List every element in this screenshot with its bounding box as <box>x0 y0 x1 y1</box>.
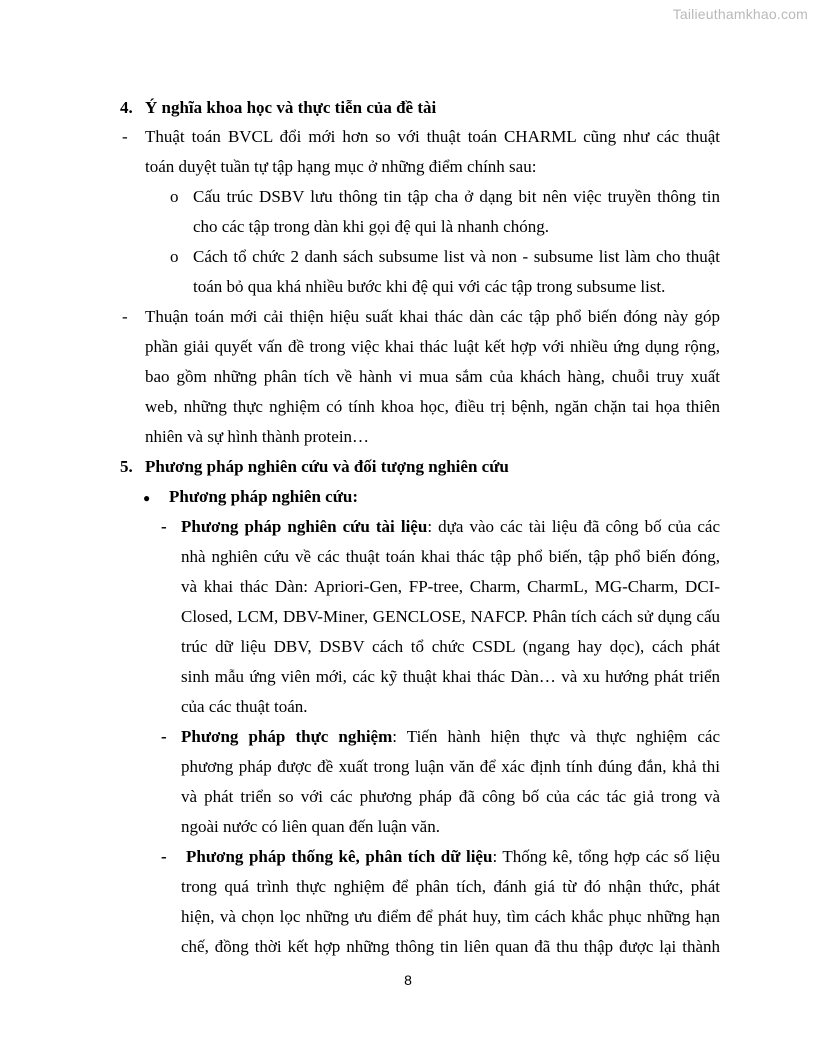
bullet1-line-1: Thuật toán BVCL đổi mới hơn so với thuật toán CHARML cũng như các thuật <box>145 127 720 146</box>
subitem2-line-1: Cách tổ chức 2 danh sách subsume list và non - subsume list làm cho thuật <box>193 247 720 266</box>
watermark-text: Tailieuthamkhao.com <box>672 6 808 22</box>
section4-number: 4. <box>120 98 133 117</box>
method1-title: Phương pháp nghiên cứu tài liệu <box>181 517 428 536</box>
method1-line-7: của các thuật toán. <box>181 697 308 716</box>
method3-line-2: trong quá trình thực nghiệm để phân tích, đánh giá từ đó nhận thức, phát <box>181 877 720 896</box>
bullet1-line-2: toán duyệt tuần tự tập hạng mục ở những điểm chính sau: <box>145 157 537 176</box>
method2-first-line <box>181 727 720 747</box>
bullet2-marker: - <box>122 307 128 326</box>
section5-heading: Phương pháp nghiên cứu và đối tượng nghiên cứu <box>145 457 509 476</box>
section4-heading: Ý nghĩa khoa học và thực tiễn của đề tài <box>145 98 437 117</box>
method2-line-4: ngoài nước có liên quan đến luận văn. <box>181 817 440 836</box>
page-number: 8 <box>404 972 412 988</box>
method2-line-2: phương pháp được đề xuất trong luận văn để xác định tính đúng đắn, khả thi <box>181 757 720 776</box>
subheading-bullet: ● <box>143 491 151 505</box>
method1-line-2: nhà nghiên cứu về các thuật toán khai thác tập phổ biến, tập phổ biến đóng, <box>181 547 720 566</box>
method1-line-5: trúc dữ liệu DBV, DSBV cách tổ chức CSDL (ngang hay dọc), cách phát <box>181 637 720 656</box>
method2-line-3: và phát triển so với các phương pháp đã công bố của các tác giả trong và <box>181 787 720 806</box>
method1-line-3: và khai thác Dàn: Apriori-Gen, FP-tree, Charm, CharmL, MG-Charm, DCI- <box>181 577 720 596</box>
method3-marker: - <box>161 847 167 866</box>
method1-marker: - <box>161 517 167 536</box>
section5-subheading: Phương pháp nghiên cứu: <box>169 487 359 506</box>
subitem2-marker: o <box>170 247 179 266</box>
section5-number: 5. <box>120 457 133 476</box>
subitem1-line-2: cho các tập trong dàn khi gọi đệ qui là nhanh chóng. <box>193 217 549 236</box>
bullet2-line-3: bao gồm những phân tích về hành vi mua sắm của khách hàng, chuỗi truy xuất <box>145 367 720 386</box>
method2-marker: - <box>161 727 167 746</box>
method1-first-rest: : dựa vào các tài liệu đã công bố của các <box>427 517 721 536</box>
method1-first-line <box>181 517 720 537</box>
method3-first-rest: : Thống kê, tổng hợp các số liệu <box>492 847 720 866</box>
method3-line-4: chế, đồng thời kết hợp những thông tin liên quan đã thu thập được lại thành <box>181 937 720 956</box>
method2-title: Phương pháp thực nghiệm <box>181 727 393 746</box>
bullet2-line-4: web, những thực nghiệm có tính khoa học, điều trị bệnh, ngăn chặn tai họa thiên <box>145 397 720 416</box>
bullet2-line-5: nhiên và sự hình thành protein… <box>145 427 370 446</box>
method3-first-line <box>186 847 720 867</box>
bullet1-marker: - <box>122 127 128 146</box>
method1-line-6: sinh mẫu ứng viên mới, các kỹ thuật khai thác Dàn… và xu hướng phát triển <box>181 667 720 686</box>
bullet2-line-2: phần giải quyết vấn đề trong việc khai thác luật kết hợp với nhiều ứng dụng rộng, <box>145 337 720 356</box>
bullet2-line-1: Thuận toán mới cải thiện hiệu suất khai thác dàn các tập phổ biến đóng này góp <box>145 307 720 326</box>
subitem1-marker: o <box>170 187 179 206</box>
method2-first-rest: : Tiến hành hiện thực và thực nghiệm các <box>392 727 720 746</box>
method3-line-3: hiện, và chọn lọc những ưu điểm để phát huy, tìm cách khắc phục những hạn <box>181 907 720 926</box>
subitem1-line-1: Cấu trúc DSBV lưu thông tin tập cha ở dạng bit nên việc truyền thông tin <box>193 187 720 206</box>
subitem2-line-2: toán bỏ qua khá nhiều bước khi đệ qui với các tập trong subsume list. <box>193 277 666 296</box>
method1-line-4: Closed, LCM, DBV-Miner, GENCLOSE, NAFCP. Phân tích cách sử dụng cấu <box>181 607 720 626</box>
method3-title: Phương pháp thống kê, phân tích dữ liệu <box>186 847 493 866</box>
